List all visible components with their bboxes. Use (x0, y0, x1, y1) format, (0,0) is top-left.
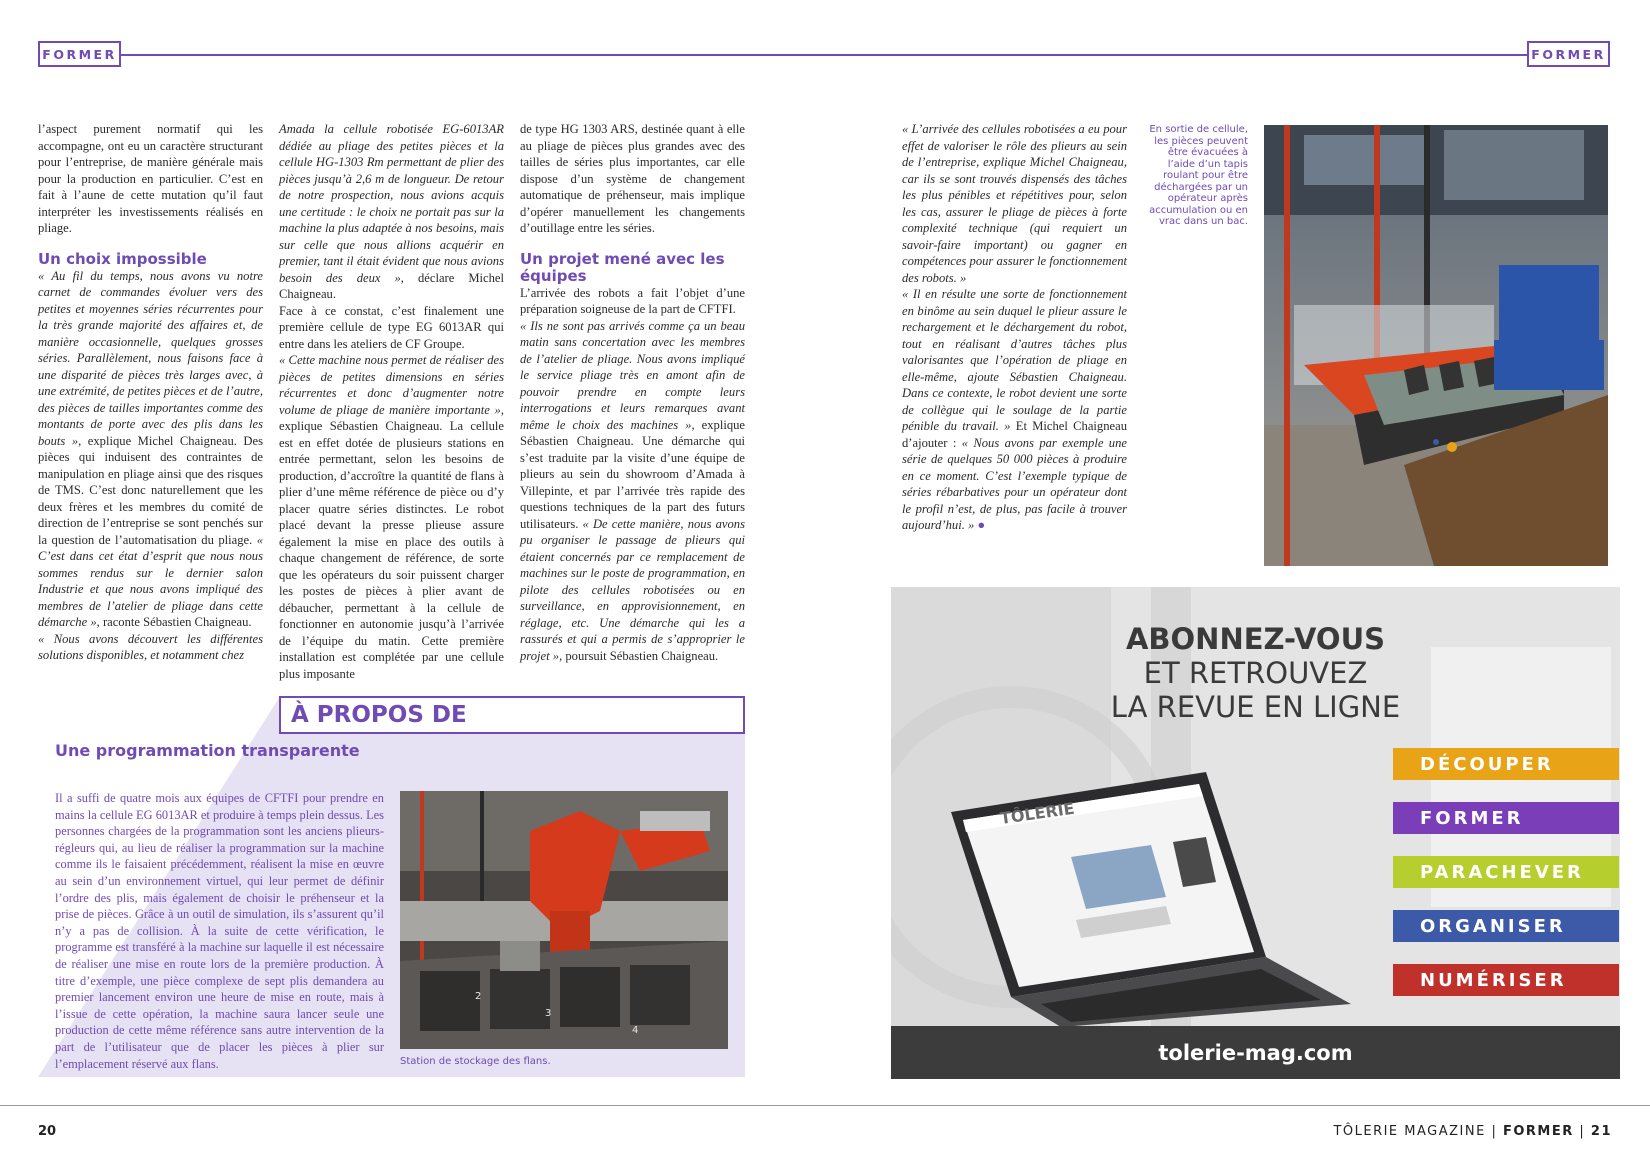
header-rule (121, 54, 1527, 56)
section-tag-left: FORMER (38, 41, 121, 67)
paragraph: « Cette machine nous permet de réaliser des pièces de petites dimensions en séries récurrentes et donc d’augmenter notre volume de pliage de manière importante », explique Sébastien Chaigneau. La cellule est en effet dotée de plusieurs stations en entrée permettant, selon les besoins de production, d’accroître la quantité de flans à plier d’une même référence de pièce ou d’y placer quatre séries distinctes. Le robot placé devant la presse plieuse assure également la mise en place des outils à chaque changement de référence, de sorte que les opérateurs du soir puissent charger les postes de pièces à plier avant de débaucher, permettant à la cellule de fonctionner en autonomie jusqu’à l’arrivée de l’équipe du matin. Cette première installation est complétée par une cellule plus imposante (279, 353, 504, 681)
conveyor-photo (1264, 125, 1608, 566)
paragraph: Amada la cellule robotisée EG-6013AR dédiée au pliage des petites pièces et la cellule HG-1303 Rm permettant de plier des pièces jusqu’à 2,6 m de longueur. De retour de notre prospection, nous avions acquis une certitude : le choix ne portait pas sur la machine la plus adaptée à nos besoins, mais sur celle que nous allions acquérir en premier, tant il était évident que nous avions besoin des deux », déclare Michel Chaigneau. (279, 122, 505, 301)
paragraph: de type HG 1303 ARS, destinée quant à elle au pliage de pièces plus grandes avec des tailles de séries plus importantes, car elle dispose d’un système de changement automatique de préhenseur, mais implique d’opérer manuellement les changements d’outillage entre les séries. (520, 122, 745, 235)
ad-headline: ET RETROUVEZ (1143, 656, 1368, 690)
station-number: 3 (545, 1008, 552, 1019)
ad-button-former[interactable]: FORMER (1393, 802, 1619, 834)
station-number: 4 (632, 1025, 639, 1036)
about-text: Il a suffi de quatre mois aux équipes de CFTFI pour prendre en mains la cellule EG 6013AR et produire à temps plein dessus. Les personnes chargées de la programmation sont les anciens plieurs-régleurs qui, au lieu de réaliser la programmation sur la machine comme ils le faisaient précédemment, réalisent la mise en œuvre au sein d’un environnement virtuel, qui leur permet de définir l’ordre des plis, mais également de choisir le préhenseur et la prise de pièces. Grâce à un outil de simulation, ils s’assurent qu’il n’y a pas de collision. À la suite de cette vérification, le programme est transféré à la machine sur laquelle il est nécessaire de réaliser une mise en route lors de la première production. À titre d’exemple, une pièce complexe de sept plis demandera au premier lancement environ une heure de mise en route, mais à l’issue de cette opération, la machine saura lancer seule une production de cette même référence sans autre intervention de la part de l’utilisateur que de placer les pièces à plier sur l’emplacement réservé aux flans. (55, 791, 384, 1071)
article-column-3 (520, 121, 745, 664)
paragraph: l’aspect purement normatif qui les accompagne, ont eu un caractère structurant pour l’entreprise, de manière générale mais pour la production en particulier. C’est en fait à l’aune de cette mutation qu’il faut interpréter les investissements réalisés en pliage. (38, 122, 263, 235)
subheading: Un choix impossible (38, 249, 207, 268)
about-subtitle: Une programmation transparente (55, 741, 360, 760)
ad-button-numeriser[interactable]: NUMÉRISER (1393, 964, 1619, 996)
paragraph: « Il en résulte une sorte de fonctionnement en binôme au sein duquel le plieur assure le rechargement et le déchargement du robot, tout en réalisant d’autres tâches plus valorisantes que l’opération de pliage en elle-même, ajoute Sébastien Chaigneau. Dans ce contexte, le robot devient une sorte de collègue qui le soulage de la partie pénible du travail. » Et Michel Chaigneau d’ajouter : « Nous avons par exemple une série de quelques 50 000 pièces à produire en ce moment. C’est l’exemple typique de séries rébarbatives pour un opérateur dont le profil n’est, de plus, pas facile à trouver aujourd’hui. » ● (902, 287, 1127, 532)
about-title: À PROPOS DE (279, 696, 745, 734)
paragraph: Face à ce constat, c’est finalement une première cellule de type EG 6013AR qui entre dans les ateliers de CF Groupe. (279, 303, 504, 351)
ad-headline: ABONNEZ-VOUS (1125, 622, 1386, 656)
magazine-name: TÔLERIE MAGAZINE (1333, 1124, 1486, 1139)
paragraph: « Nous avons découvert les différentes solutions disponibles, et notamment chez (38, 631, 263, 662)
robot-cell-photo (400, 791, 728, 1049)
article-column-2 (279, 121, 504, 682)
photo-caption-side: En sortie de cellule, les pièces peuvent être évacuées à l’aide d’un tapis roulant pour être déchargées par un opérateur après accumulation ou en vrac dans un bac. (1149, 124, 1248, 227)
laptop-illustration (941, 772, 1361, 1027)
paragraph: « L’arrivée des cellules robotisées a eu pour effet de valoriser le rôle des plieurs au sein de l’entreprise, explique Michel Chaigneau, car ils se sont trouvés dispensés des tâches les plus pénibles et répétitives pour, selon les cas, assurer le pliage de pièces à forte complexité technique (qui requiert un savoir-faire important) ou gagner en compétences pour assurer le fonctionnement des robots. » (902, 122, 1127, 285)
page-number-left: 20 (38, 1124, 57, 1139)
ad-headline: LA REVUE EN LIGNE (1110, 690, 1401, 724)
station-number: 2 (475, 991, 482, 1002)
photo-caption: Station de stockage des flans. (400, 1056, 551, 1067)
subheading: Un projet mené avec les équipes (520, 249, 725, 285)
paragraph: « Ils ne sont pas arrivés comme ça un beau matin sans concertation avec les membres de l’atelier de pliage. Nous avons impliqué le service pliage très en amont afin de pouvoir prendre en compte leurs interrogations et leurs remarques avant même le choix des machines », explique Sébastien Chaigneau. Une démarche qui s’est traduite par la visite d’une équipe de plieurs au sein du showroom d’Amada à Villepinte, et par l’arrivée très rapide des questions techniques de la part des futurs utilisateurs. « De cette manière, nous avons pu organiser le passage de plieurs qui étaient concernés par ce remplacement de machines sur le poste de programmation, en pilote des cellules robotisées ou en surveillance, en approvisionnement, en réglage, etc. Une démarche qui les a rassurés et qui a permis de s’approprier le projet », poursuit Sébastien Chaigneau. (520, 318, 745, 663)
laptop-logo: TÔLERIE (998, 798, 1076, 828)
article-column-4 (902, 121, 1127, 534)
ad-button-parachever[interactable]: PARACHEVER (1393, 856, 1619, 888)
ad-button-decouper[interactable]: DÉCOUPER (1393, 748, 1619, 780)
footer-folio: TÔLERIE MAGAZINE | FORMER | 21 (1333, 1124, 1612, 1139)
footer-section: FORMER (1502, 1124, 1574, 1139)
article-column-1 (38, 121, 263, 664)
subscription-ad[interactable] (891, 587, 1620, 1079)
footer-rule (0, 1105, 1650, 1106)
paragraph: L’arrivée des robots a fait l’objet d’une préparation soigneuse de la part de CFTFI. (520, 285, 745, 316)
ad-url-link[interactable]: tolerie-mag.com (891, 1026, 1620, 1079)
paragraph: « Au fil du temps, nous avons vu notre carnet de commandes évoluer vers des petites et moyennes séries récurrentes pour la très grande majorité des affaires et, de manière occasionnelle, quelques grosses séries. Parallèlement, nous faisons face à une disparité de pièces très larges avec, à une extrémité, de petites pièces et de l’autre, des pièces de tailles importantes comme des montants de porte avec des plis dans les bouts », explique Michel Chaigneau. Des pièces qui induisent des contraintes de manipulation en pliage ainsi que des risques de TMS. C’est donc naturellement que les deux frères et les membres du comité de direction de l’entreprise se sont penchés sur la question de l’automatisation du pliage. « C’est dans cet état d’esprit que nous nous sommes rendus sur le dernier salon Industrie et que nous avons impliqué des membres de l’atelier de pliage dans cette démarche », raconte Sébastien Chaigneau. (38, 268, 263, 629)
ad-button-organiser[interactable]: ORGANISER (1393, 910, 1619, 942)
section-tag-right: FORMER (1527, 41, 1610, 67)
end-mark-icon: ● (977, 518, 986, 532)
page-number-right: 21 (1590, 1124, 1612, 1139)
